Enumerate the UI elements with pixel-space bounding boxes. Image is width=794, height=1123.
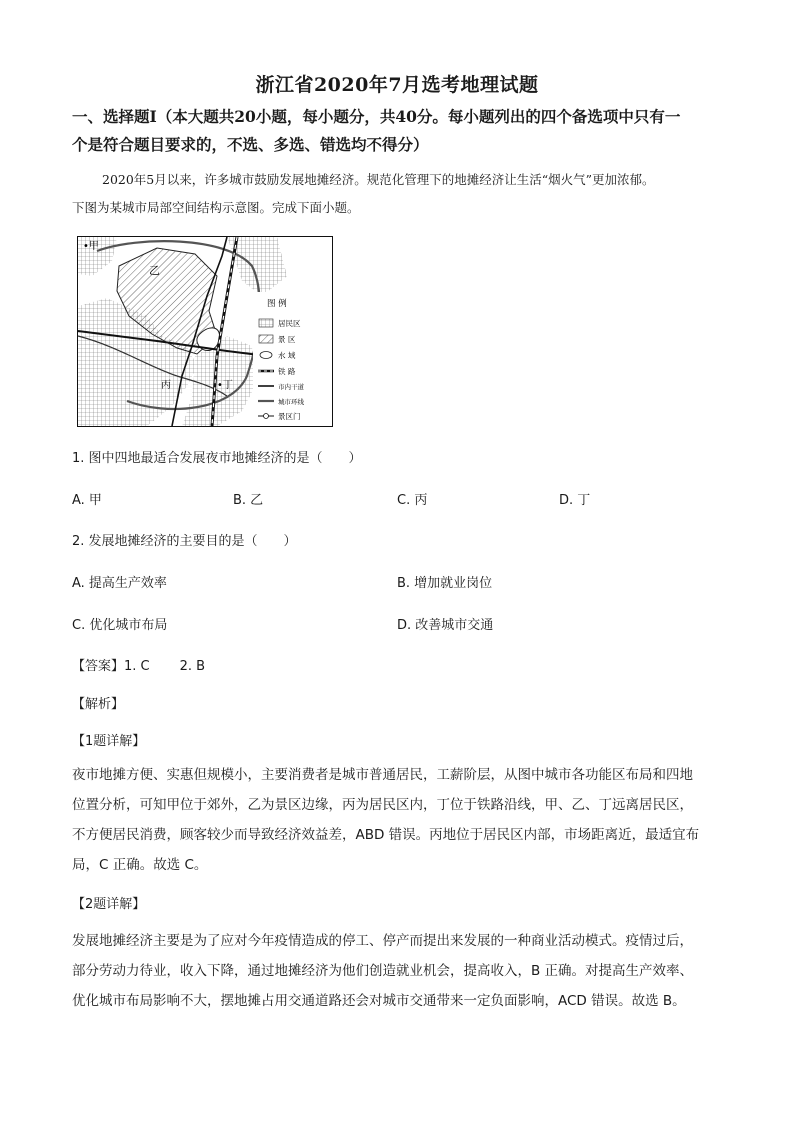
answer-2: 2. B — [179, 659, 206, 674]
q1-explanation — [72, 760, 724, 880]
q1-option-c: C. 丙 — [397, 493, 428, 508]
legend-water: 水 域 — [278, 351, 296, 360]
answer-line — [72, 655, 205, 674]
label-yi: 乙 — [149, 264, 160, 277]
q2-explanation-line: 发展地摊经济主要是为了应对今年疫情造成的停工、停产而提出来发展的一种商业活动模式。疫情过后， — [72, 933, 693, 949]
legend-arterial: 市内干道 — [278, 383, 304, 391]
q2-option-d: D. 改善城市交通 — [397, 618, 494, 633]
label-ding: •丁 — [217, 380, 233, 391]
label-bing: 丙 — [161, 380, 171, 391]
section-heading-line-2: 个是符合题目要求的，不选、多选、错选均不得分） — [72, 135, 429, 154]
intro-line-2: 下图为某城市局部空间结构示意图。完成下面小题。 — [72, 200, 360, 215]
analysis-tag: 【解析】 — [72, 697, 125, 712]
q2-option-c: C. 优化城市布局 — [72, 618, 168, 633]
q1-option-d: D. 丁 — [559, 493, 591, 508]
q2-detail-tag: 【2题详解】 — [72, 897, 146, 912]
page-title: 浙江省2020年7月选考地理试题 — [255, 74, 539, 96]
legend-title: 图 例 — [267, 299, 287, 309]
q2-explanation-line: 部分劳动力待业，收入下降，通过地摊经济为他们创造就业机会，提高收入，B 正确。对提高生产效率、 — [72, 963, 694, 979]
map-legend — [253, 292, 332, 426]
question-1-stem: 1. 图中四地最适合发展夜市地摊经济的是（ ） — [72, 451, 362, 466]
answer-1: 1. C — [124, 659, 150, 674]
question-intro — [72, 166, 732, 222]
question-2-stem: 2. 发展地摊经济的主要目的是（ ） — [72, 534, 297, 549]
q1-explanation-line: 位置分析，可知甲位于郊外，乙为景区边缘，丙为居民区内，丁位于铁路沿线，甲、乙、丁远离居民区， — [72, 797, 693, 813]
q1-explanation-line: 夜市地摊方便、实惠但规模小，主要消费者是城市普通居民，工薪阶层，从图中城市各功能区布局和四地 — [72, 767, 693, 783]
city-structure-map — [77, 236, 333, 427]
legend-residential: 居民区 — [278, 319, 301, 328]
q1-explanation-line: 局，C 正确。故选 C。 — [72, 857, 208, 873]
legend-gate: 景区门 — [278, 412, 301, 421]
q2-explanation-line: 优化城市布局影响不大，摆地摊占用交通道路还会对城市交通带来一定负面影响，ACD 错误。故选 B。 — [72, 993, 686, 1009]
section-heading — [72, 103, 732, 159]
label-jia: •甲 — [83, 241, 99, 252]
q2-option-b: B. 增加就业岗位 — [397, 576, 493, 591]
intro-line-1: 2020年5月以来，许多城市鼓励发展地摊经济。规范化管理下的地摊经济让生活“烟火气”更加浓郁。 — [102, 172, 655, 187]
q2-option-a: A. 提高生产效率 — [72, 576, 167, 591]
legend-scenic: 景 区 — [278, 335, 296, 344]
q1-option-a: A. 甲 — [72, 493, 102, 508]
legend-railway: 铁 路 — [278, 367, 296, 376]
q1-explanation-line: 不方便居民消费，顾客较少而导致经济效益差，ABD 错误。丙地位于居民区内部，市场距离近，最适宜布 — [72, 827, 700, 843]
answer-tag: 【答案】 — [72, 659, 125, 674]
q1-detail-tag: 【1题详解】 — [72, 734, 146, 749]
legend-ring-road: 城市环线 — [278, 398, 304, 406]
section-heading-line-1: 一、选择题Ⅰ（本大题共20小题，每小题分，共40分。每小题列出的四个备选项中只有一 — [72, 107, 681, 126]
q2-explanation — [72, 926, 724, 1016]
q1-option-b: B. 乙 — [233, 493, 264, 508]
